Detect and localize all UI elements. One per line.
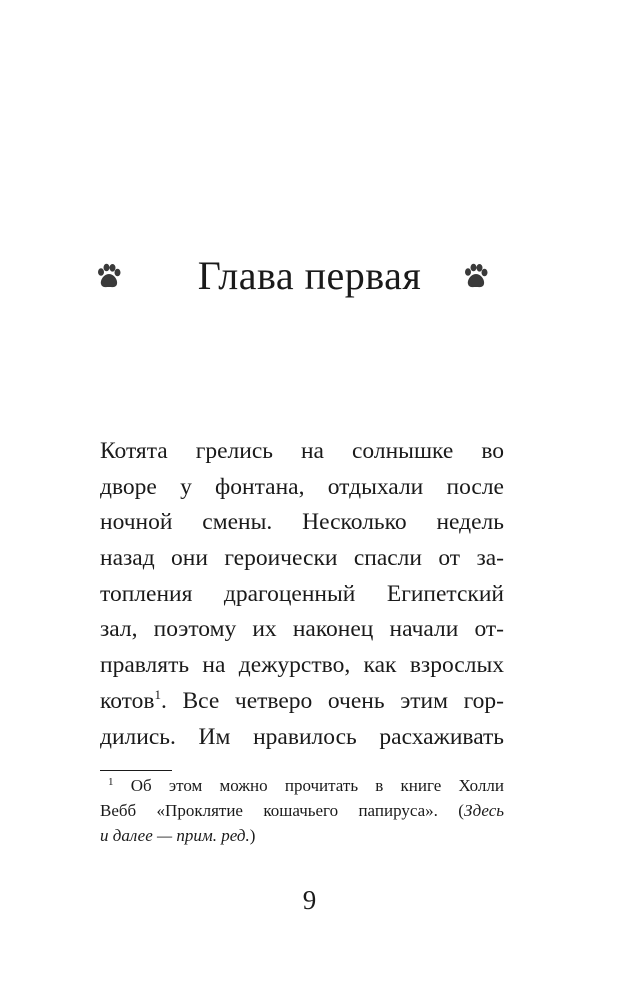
footnote-divider xyxy=(100,770,172,771)
footnote-marker: 1 xyxy=(108,776,114,788)
body-line: Котята грелись на солнышке во xyxy=(100,438,504,464)
body-line: ночной смены. Несколько недель xyxy=(100,509,504,536)
chapter-title: Глава первая xyxy=(197,253,422,298)
footnote-text: Вебб «Проклятие кошачьего папируса». ( xyxy=(100,801,464,820)
body-text-fragment: . Все четверо очень этим гор- xyxy=(160,687,504,714)
footnote-italic: и далее — прим. ред. xyxy=(100,826,250,845)
page-number: 9 xyxy=(302,885,317,915)
footnote-text: Об этом можно прочитать в книге Холли xyxy=(113,776,504,795)
footnote xyxy=(100,773,504,848)
footnote-text: ) xyxy=(249,826,256,845)
footnote-italic: Здесь xyxy=(463,801,504,820)
footnote-line xyxy=(100,823,504,848)
body-line: топления драгоценный Египетский xyxy=(100,580,504,607)
paw-print-icon xyxy=(94,262,124,292)
footnote-line xyxy=(100,798,504,823)
body-text xyxy=(100,434,504,755)
body-line xyxy=(100,684,504,720)
body-line: дились. Им нравилось расхаживать xyxy=(100,723,504,750)
footnote-line xyxy=(100,773,504,798)
body-line: зал, поэтому их наконец начали от- xyxy=(100,616,504,643)
body-line: правлять на дежурство, как взрослых xyxy=(100,652,504,679)
footnote-reference: 1 xyxy=(154,686,161,702)
body-line: дворе у фонтана, отдыхали после xyxy=(100,473,504,500)
chapter-heading xyxy=(0,246,619,306)
paw-print-icon xyxy=(461,262,491,292)
body-line: назад они героически спасли от за- xyxy=(100,545,504,572)
body-text-fragment: котов xyxy=(100,687,155,714)
